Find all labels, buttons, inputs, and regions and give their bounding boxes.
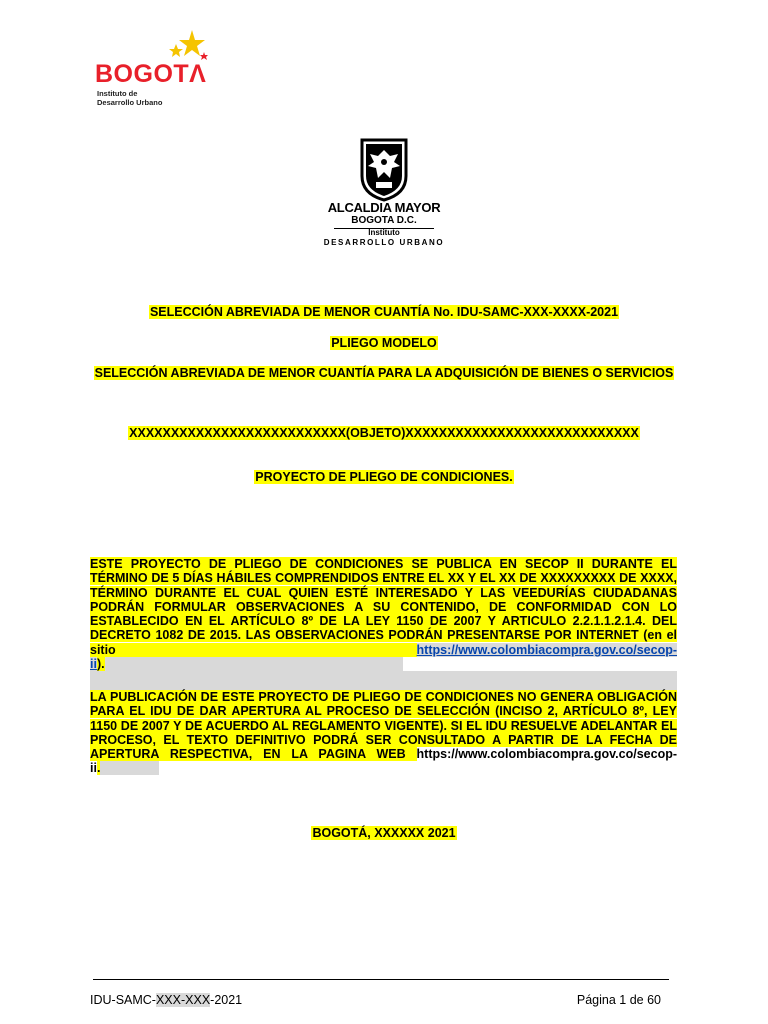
place-date-text: BOGOTÁ, XXXXXX 2021 <box>312 826 456 840</box>
type-heading <box>0 366 768 380</box>
project-text: PROYECTO DE PLIEGO DE CONDICIONES. <box>255 470 513 484</box>
model-heading <box>0 336 768 350</box>
publication-notice-paragraph <box>90 557 677 693</box>
paragraph2-text: LA PUBLICACIÓN DE ESTE PROYECTO DE PLIEGO DE CONDICIONES NO GENERA OBLIGACIÓN PARA EL IDU DE DAR APERTURA AL PROCESO DE SELECCIÓN (INCISO 2, ARTÍCULO 8º, LEY 1150 DE 2007 Y DE ACUERDO AL REGLAMENTO VIGENTE). SI EL IDU RESUELVE ADELANTAR EL PROCESO, EL TEXTO DEFINITIVO PODRÁ SER CONSULTADO A PARTIR DE LA FECHA DE APERTURA RESPECTIVA, EN LA PAGINA WEB <box>90 690 677 762</box>
logo-sub-line1: Instituto de <box>97 89 138 98</box>
footer-document-code <box>90 993 242 1007</box>
footer-code-suffix: -2021 <box>210 993 243 1007</box>
project-heading <box>0 470 768 484</box>
secop-url-text: https://www.colombiacompra.gov.co/secop-ii <box>90 747 677 776</box>
coat-of-arms-icon <box>356 136 412 202</box>
crest-title: ALCALDIA MAYOR <box>327 200 441 215</box>
process-number-text: SELECCIÓN ABREVIADA DE MENOR CUANTÍA No. IDU-SAMC-XXX-XXXX-2021 <box>149 305 619 319</box>
bogota-logo-wordmark: BOGOTΛ <box>95 60 207 88</box>
bogota-logo-subtitle <box>97 89 162 107</box>
footer-divider <box>93 979 669 980</box>
footer-code-prefix: IDU-SAMC- <box>90 993 156 1007</box>
process-number-heading <box>0 305 768 319</box>
paragraph1-text: ESTE PROYECTO DE PLIEGO DE CONDICIONES SE PUBLICA EN SECOP II DURANTE EL TÉRMINO DE 5 DÍAS HÁBILES COMPRENDIDOS ENTRE EL XX Y EL XX DE XXXXXXXXX DE XXXX, TÉRMINO DURANTE EL CUAL QUIEN ESTÉ INTERESADO Y LAS VEEDURÍAS CIUDADANAS PODRÁN FORMULAR OBSERVACIONES A SU CONTENIDO, DE CONFORMIDAD CON LO ESTABLECIDO EN EL ARTÍCULO 8º DE LA LEY 1150 DE 2007 Y ARTICULO 2.2.1.1.2.1.4. DEL DECRETO 1082 DE 2015. LAS OBSERVACIONES PODRÁN PRESENTARSE POR INTERNET (en el sitio <box>90 557 677 657</box>
footer-code-mid: XXX-XXX <box>155 993 211 1007</box>
logo-sub-line2: Desarrollo Urbano <box>97 98 163 107</box>
stars-icon <box>168 28 210 68</box>
type-text: SELECCIÓN ABREVIADA DE MENOR CUANTÍA PARA LA ADQUISICIÓN DE BIENES O SERVICIOS <box>94 366 674 380</box>
crest-dept: DESARROLLO URBANO <box>323 238 445 247</box>
no-obligation-paragraph <box>90 690 677 776</box>
footer-page-number: Página 1 de 60 <box>576 993 661 1007</box>
secop-link[interactable]: https://www.colombiacompra.gov.co/secop-ii <box>90 642 677 672</box>
place-date-heading <box>0 826 768 840</box>
crest-institute: Instituto <box>368 228 400 237</box>
object-text: XXXXXXXXXXXXXXXXXXXXXXXXXX(OBJETO)XXXXXXXXXXXXXXXXXXXXXXXXXXXX <box>129 426 639 440</box>
paragraph1-end: ). <box>96 657 105 672</box>
crest-subtitle: BOGOTA D.C. <box>351 215 417 226</box>
object-heading <box>0 426 768 440</box>
paragraph2-end: . <box>96 761 101 776</box>
model-text: PLIEGO MODELO <box>331 336 437 350</box>
